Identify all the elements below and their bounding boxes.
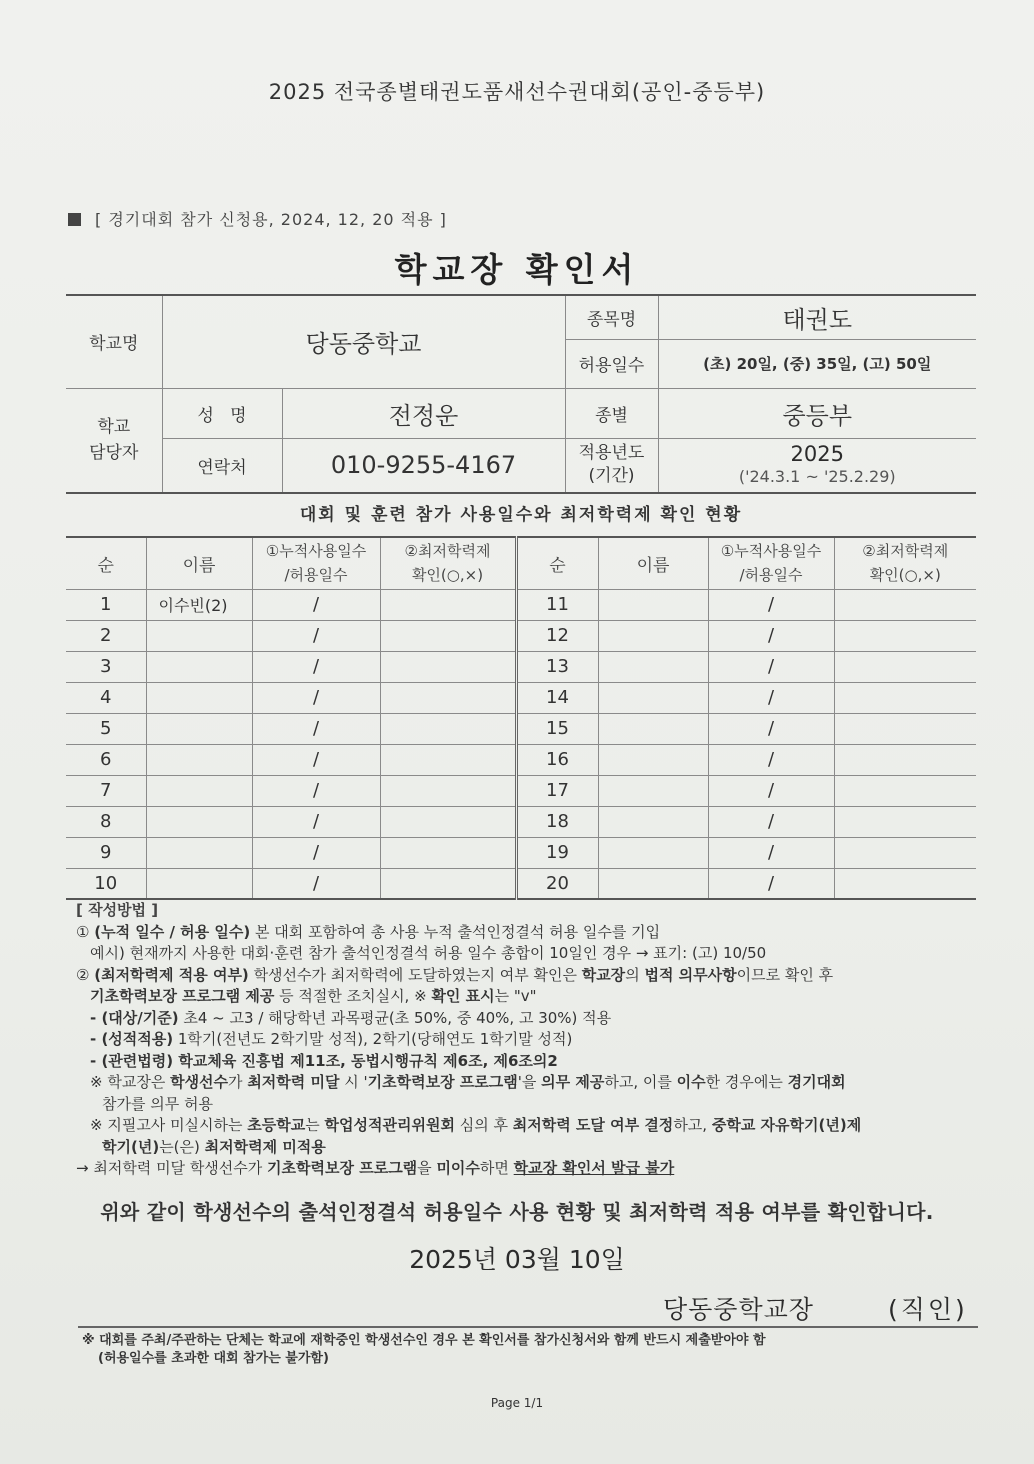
- remark-2-line2: [76, 1137, 976, 1159]
- row-name: [598, 837, 708, 868]
- row-days: /: [708, 651, 834, 682]
- remark-1-d: 가: [228, 1073, 248, 1091]
- row-name: [598, 713, 708, 744]
- allowed-days-label: 허용일수: [565, 339, 658, 388]
- row-no: 13: [516, 651, 598, 682]
- remark-1-m: 경기대회: [787, 1073, 846, 1091]
- school-info-table: [66, 294, 976, 494]
- remark-2-f: 심의 후: [454, 1116, 513, 1134]
- remark-3-b: 가: [247, 1159, 268, 1177]
- remark-2-a: ※ 지필고사 미실시: [90, 1116, 214, 1134]
- page-number: Page 1/1: [490, 1396, 544, 1410]
- phone-value: 010-9255-4167: [282, 438, 565, 493]
- detail-grades-bold: - (성적적용): [90, 1030, 174, 1048]
- note-2-prefix: ②: [76, 965, 95, 984]
- remark-2-line2-c: 최저학력제 미적용: [204, 1137, 326, 1156]
- remark-2-h: 하고,: [673, 1116, 712, 1134]
- row-days: /: [252, 868, 380, 899]
- remark-1-e: 최저학력 미달: [247, 1073, 340, 1091]
- table-row: [66, 775, 976, 806]
- row-no: 20: [516, 868, 598, 899]
- row-check: [380, 837, 516, 868]
- row-check: [834, 651, 976, 682]
- remark-1-line2: 참가를 의무 허용: [102, 1094, 213, 1113]
- row-name: [146, 868, 252, 899]
- row-no: 5: [66, 713, 146, 744]
- header-check-left: ②최저학력제 확인(○,×): [380, 537, 516, 589]
- detail-target-text: 초4 ~ 고3 / 해당학년 과목평균(초 50%, 중 40%, 고 30%) 적용: [178, 1008, 612, 1027]
- note-2-bold: (최저학력제 적용 여부): [94, 965, 249, 984]
- row-name: [598, 775, 708, 806]
- allowed-days-value: (초) 20일, (중) 35일, (고) 50일: [658, 339, 976, 388]
- row-no: 19: [516, 837, 598, 868]
- note-2: [76, 965, 976, 987]
- note-2-text-e: 이므로 확인 후: [736, 965, 834, 984]
- note-2-line2-bold: 기초학력보장 프로그램 제공: [90, 987, 275, 1005]
- note-1-example: 예시) 현재까지 사용한 대회·훈련 참가 출석인정결석 허용 일수 총합이 10일인 경우 → 표기: (고) 10/50: [90, 944, 767, 962]
- row-name: [598, 806, 708, 837]
- remark-1-b: 은: [150, 1073, 171, 1091]
- row-no: 12: [516, 620, 598, 651]
- remark-3: [76, 1158, 976, 1180]
- row-no: 16: [516, 744, 598, 775]
- footnote: [82, 1332, 982, 1368]
- row-check: [834, 806, 976, 837]
- division-label: 종별: [565, 388, 658, 438]
- row-check: [380, 806, 516, 837]
- event-value: 태권도: [658, 295, 976, 339]
- row-check: [380, 651, 516, 682]
- school-value: 당동중학교: [162, 295, 565, 388]
- header-no-left: 순: [66, 537, 146, 589]
- row-days: /: [708, 775, 834, 806]
- note-2-line2-end: 는 "v": [494, 987, 537, 1005]
- row-days: /: [252, 682, 380, 713]
- row-name: [146, 837, 252, 868]
- principal-name: 당동중학교장: [663, 1295, 814, 1324]
- row-days: /: [708, 868, 834, 899]
- remark-3-d: 을: [417, 1159, 437, 1177]
- row-days: /: [252, 620, 380, 651]
- note-1-prefix: ①: [76, 922, 95, 941]
- remark-1-l: 한 경우에는: [705, 1073, 788, 1091]
- row-name: [146, 775, 252, 806]
- remark-1-f: 시 ': [339, 1073, 368, 1091]
- row-no: 8: [66, 806, 146, 837]
- row-check: [834, 868, 976, 899]
- row-name: [598, 744, 708, 775]
- event-title: 2025 전국종별태권도품새선수권대회(공인-중등부): [268, 80, 766, 104]
- row-name: [146, 713, 252, 744]
- year-cell: [658, 438, 976, 493]
- row-days: /: [708, 620, 834, 651]
- row-check: [834, 713, 976, 744]
- row-check: [834, 589, 976, 620]
- header-days-right: ①누적사용일수 /허용일수: [708, 537, 834, 589]
- row-check: [380, 744, 516, 775]
- year-value: 2025: [790, 442, 844, 467]
- remark-2-d: 는: [305, 1116, 325, 1134]
- header-no-right: 순: [516, 537, 598, 589]
- detail-target-bold: - (대상/기준): [90, 1008, 179, 1027]
- row-no: 17: [516, 775, 598, 806]
- header-check-right: ②최저학력제 확인(○,×): [834, 537, 976, 589]
- row-days: /: [708, 806, 834, 837]
- row-check: [834, 620, 976, 651]
- year-label: 적용년도 (기간): [565, 438, 658, 493]
- remark-3-a: → 최저학력 미달 학생선수: [76, 1159, 248, 1177]
- note-2-line2-bold2: 확인 표시: [431, 987, 495, 1005]
- note-2-line2: [76, 986, 976, 1008]
- row-no: 14: [516, 682, 598, 713]
- row-no: 10: [66, 868, 146, 899]
- row-name: [146, 744, 252, 775]
- row-days: /: [708, 744, 834, 775]
- participants-table: [66, 536, 976, 900]
- remark-3-c: 기초학력보장 프로그램: [267, 1159, 418, 1177]
- footnote-line-1: ※ 대회를 주최/주관하는 단체는 학교에 재학중인 학생선수인 경우 본 확인서를 참가신청서와 함께 반드시 제출받아야 함: [82, 1333, 766, 1348]
- remark-3-g: 학교장 확인서 발급 불가: [513, 1159, 675, 1177]
- detail-grades-text: 1학기(전년도 2학기말 성적), 2학기(당해연도 1학기말 성적): [173, 1030, 573, 1048]
- row-days: /: [252, 806, 380, 837]
- division-value: 중등부: [658, 388, 976, 438]
- table-row: [66, 806, 976, 837]
- remark-1-h: '을: [517, 1073, 542, 1091]
- table-row: [66, 682, 976, 713]
- row-no: 9: [66, 837, 146, 868]
- note-2-text-c: 의: [625, 965, 645, 984]
- square-bullet-icon: [68, 213, 81, 226]
- header-name-left: 이름: [146, 537, 252, 589]
- row-check: [834, 775, 976, 806]
- instructions: [76, 900, 976, 1180]
- row-check: [380, 682, 516, 713]
- row-check: [380, 868, 516, 899]
- name-label: 성 명: [162, 388, 282, 438]
- row-name: [598, 589, 708, 620]
- remark-1: [76, 1072, 976, 1094]
- row-no: 1: [66, 589, 146, 620]
- note-2-line2-text: 등 적절한 조치실시, ※: [274, 987, 432, 1005]
- row-check: [380, 589, 516, 620]
- remark-2-c: 초등학교: [247, 1116, 306, 1134]
- note-2-bold-d: 법적 의무사항: [644, 965, 737, 984]
- note-1-text: 본 대회 포함하여 총 사용 누적 출석인정결석 허용 일수를 기입: [250, 922, 661, 941]
- row-days: /: [252, 713, 380, 744]
- row-days: /: [708, 713, 834, 744]
- row-name: [598, 868, 708, 899]
- row-no: 11: [516, 589, 598, 620]
- row-days: /: [708, 589, 834, 620]
- table-row: [66, 651, 976, 682]
- row-no: 4: [66, 682, 146, 713]
- table-row: [66, 868, 976, 899]
- form-tag: [68, 207, 447, 230]
- row-days: /: [252, 744, 380, 775]
- detail-law-text: 학교체육 진흥법 제11조, 동법시행규칙 제6조, 제6조의2: [173, 1051, 558, 1070]
- detail-target: [76, 1008, 976, 1030]
- table-row: [66, 837, 976, 868]
- row-check: [834, 744, 976, 775]
- footnote-line-2: (허용일수를 초과한 대회 참가는 불가함): [98, 1351, 329, 1366]
- row-name: [146, 620, 252, 651]
- phone-label: 연락처: [162, 438, 282, 493]
- remark-3-e: 미이수: [436, 1159, 480, 1177]
- participants-body: [66, 589, 976, 899]
- row-days: /: [708, 682, 834, 713]
- row-name: 이수빈(2): [146, 589, 252, 620]
- note-1-bold: (누적 일수 / 허용 일수): [94, 922, 251, 941]
- row-days: /: [252, 837, 380, 868]
- issue-date: 2025년 03월 10일: [409, 1245, 625, 1274]
- remark-2-line2-b: 는(은): [159, 1137, 205, 1156]
- row-no: 3: [66, 651, 146, 682]
- confirmation-statement: 위와 같이 학생선수의 출석인정결석 허용일수 사용 현황 및 최저학력 적용 여부를 확인합니다.: [100, 1200, 934, 1224]
- row-days: /: [708, 837, 834, 868]
- row-no: 2: [66, 620, 146, 651]
- row-days: /: [252, 775, 380, 806]
- remark-2-e: 학업성적관리위원회: [324, 1116, 455, 1134]
- row-name: [598, 682, 708, 713]
- note-2-bold-b: 학교장: [581, 965, 626, 984]
- remark-3-f: 하면: [479, 1159, 514, 1177]
- remark-1-j: 하고, 이를: [604, 1073, 677, 1091]
- remark-2: [76, 1115, 976, 1137]
- contact-label: 학교 담당자: [66, 388, 162, 493]
- row-check: [380, 775, 516, 806]
- name-value: 전정운: [282, 388, 565, 438]
- official-seal: (직인): [888, 1295, 968, 1324]
- row-check: [834, 682, 976, 713]
- remark-1-c: 학생선수: [170, 1073, 229, 1091]
- row-name: [146, 682, 252, 713]
- remark-2-b: 하는: [213, 1116, 248, 1134]
- row-name: [598, 651, 708, 682]
- row-check: [834, 837, 976, 868]
- school-label: 학교명: [66, 295, 162, 388]
- event-label: 종목명: [565, 295, 658, 339]
- remark-2-g: 최저학력 도달 여부 결정: [512, 1116, 674, 1134]
- row-days: /: [252, 589, 380, 620]
- header-days-left: ①누적사용일수 /허용일수: [252, 537, 380, 589]
- table-row: [66, 744, 976, 775]
- row-no: 6: [66, 744, 146, 775]
- table-row: [66, 589, 976, 620]
- row-check: [380, 713, 516, 744]
- section-title: 대회 및 훈련 참가 사용일수와 최저학력제 확인 현황: [299, 505, 743, 525]
- instructions-heading: [ 작성방법 ]: [76, 901, 159, 919]
- row-name: [146, 806, 252, 837]
- document-title: 학교장 확인서: [394, 250, 640, 289]
- remark-1-i: 의무 제공: [541, 1073, 605, 1091]
- row-name: [146, 651, 252, 682]
- detail-law-bold: - (관련법령): [90, 1051, 174, 1070]
- header-name-right: 이름: [598, 537, 708, 589]
- row-days: /: [252, 651, 380, 682]
- remark-1-g: 기초학력보장 프로그램: [367, 1073, 518, 1091]
- note-2-text-a: 학생선수가 최저학력에 도달하였는지 여부 확인은: [248, 965, 582, 984]
- detail-grades: [76, 1029, 976, 1051]
- footer-divider: [78, 1326, 978, 1328]
- note-1: [76, 922, 976, 944]
- table-row: [66, 713, 976, 744]
- remark-2-line2-a: 학기(년): [102, 1137, 160, 1156]
- row-no: 15: [516, 713, 598, 744]
- remark-2-i: 중학교 자유학기(년)제: [711, 1116, 862, 1134]
- remark-1-a: ※ 학교장: [90, 1073, 151, 1091]
- row-check: [380, 620, 516, 651]
- row-name: [598, 620, 708, 651]
- detail-law: [76, 1051, 976, 1073]
- row-no: 7: [66, 775, 146, 806]
- form-tag-text: [ 경기대회 참가 신청용, 2024, 12, 20 적용 ]: [95, 210, 447, 229]
- row-no: 18: [516, 806, 598, 837]
- period-value: ('24.3.1 ~ '25.2.29): [738, 467, 896, 487]
- table-row: [66, 620, 976, 651]
- remark-1-k: 이수: [676, 1073, 706, 1091]
